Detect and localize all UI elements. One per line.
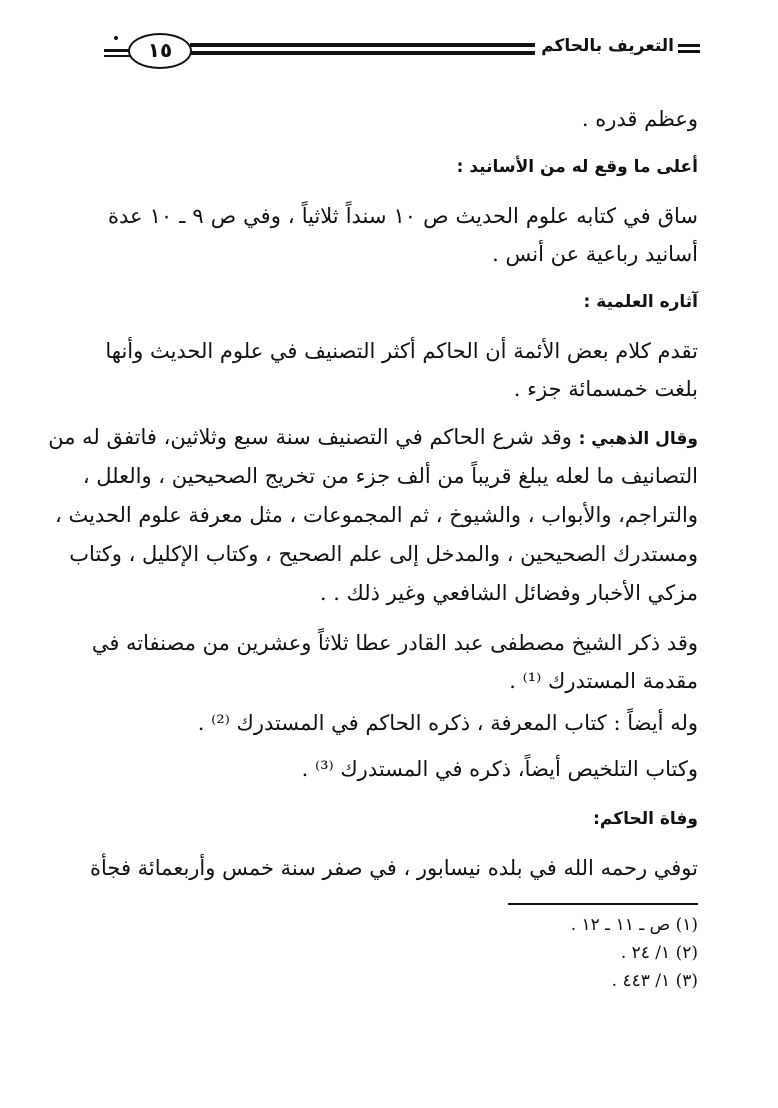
text-line: وله أيضاً : كتاب المعرفة ، ذكره الحاكم في المستدرك ⁽²⁾ . [197, 711, 698, 735]
text-line: التصانيف ما لعله يبلغ قريباً من ألف جزء من تخريج الصحيحين ، والعلل ، [82, 464, 698, 488]
section-heading: أعلى ما وقع له من الأسانيد : [456, 157, 698, 177]
text-line: بلغت خمسمائة جزء . [513, 377, 698, 401]
text-line: والتراجم، والأبواب ، والشيوخ ، ثم المجموعات ، مثل معرفة علوم الحديث ، [55, 503, 698, 527]
text-line: مقدمة المستدرك ⁽¹⁾ . [509, 669, 698, 693]
text-line: ومستدرك الصحيحين ، والمدخل إلى علم الصحيح ، وكتاب الإكليل ، وكتاب [69, 542, 698, 566]
section-heading: وفاة الحاكم: [593, 809, 698, 829]
text-line: وقد ذكر الشيخ مصطفى عبد القادر عطا ثلاثاً وعشرين من مصنفاته في [91, 631, 698, 655]
quoted-author: وقال الذهبي : [578, 429, 698, 449]
header-rule-tail-lower [104, 55, 130, 57]
header-rule [190, 43, 535, 56]
text-run: وقد شرع الحاكم في التصنيف سنة سبع وثلاثين، فاتفق له من [48, 425, 579, 449]
text-line: وكتاب التلخيص أيضاً، ذكره في المستدرك ⁽³⁾ . [301, 757, 698, 781]
text-line: تقدم كلام بعض الأئمة أن الحاكم أكثر التصنيف في علوم الحديث وأنها [105, 339, 698, 363]
text-line: مزكي الأخبار وفضائل الشافعي وغير ذلك . . [319, 581, 698, 605]
footnote: (٢) ١/ ٢٤ . [620, 943, 698, 963]
text-line: ساق في كتابه علوم الحديث ص ١٠ سنداً ثلاثياً ، وفي ص ٩ ـ ١٠ عدة [108, 204, 698, 228]
footnote: (٣) ١/ ٤٤٣ . [611, 971, 698, 991]
header-mark [678, 44, 700, 56]
text-line [48, 422, 698, 454]
text-line: وعظم قدره . [581, 107, 698, 131]
header-rule-tail [104, 49, 130, 52]
running-header-title: التعريف بالحاكم [541, 36, 674, 56]
page-number: ١٥ [128, 33, 192, 69]
footnote-rule [508, 903, 698, 905]
header-ornament-dot [114, 36, 118, 40]
footnote: (١) ص ـ ١١ ـ ١٢ . [570, 915, 698, 935]
text-line: أسانيد رباعية عن أنس . [492, 242, 698, 266]
section-heading: آثاره العلمية : [583, 292, 698, 312]
text-line: توفي رحمه الله في بلده نيسابور ، في صفر سنة خمس وأربعمائة فجأة [90, 856, 698, 880]
